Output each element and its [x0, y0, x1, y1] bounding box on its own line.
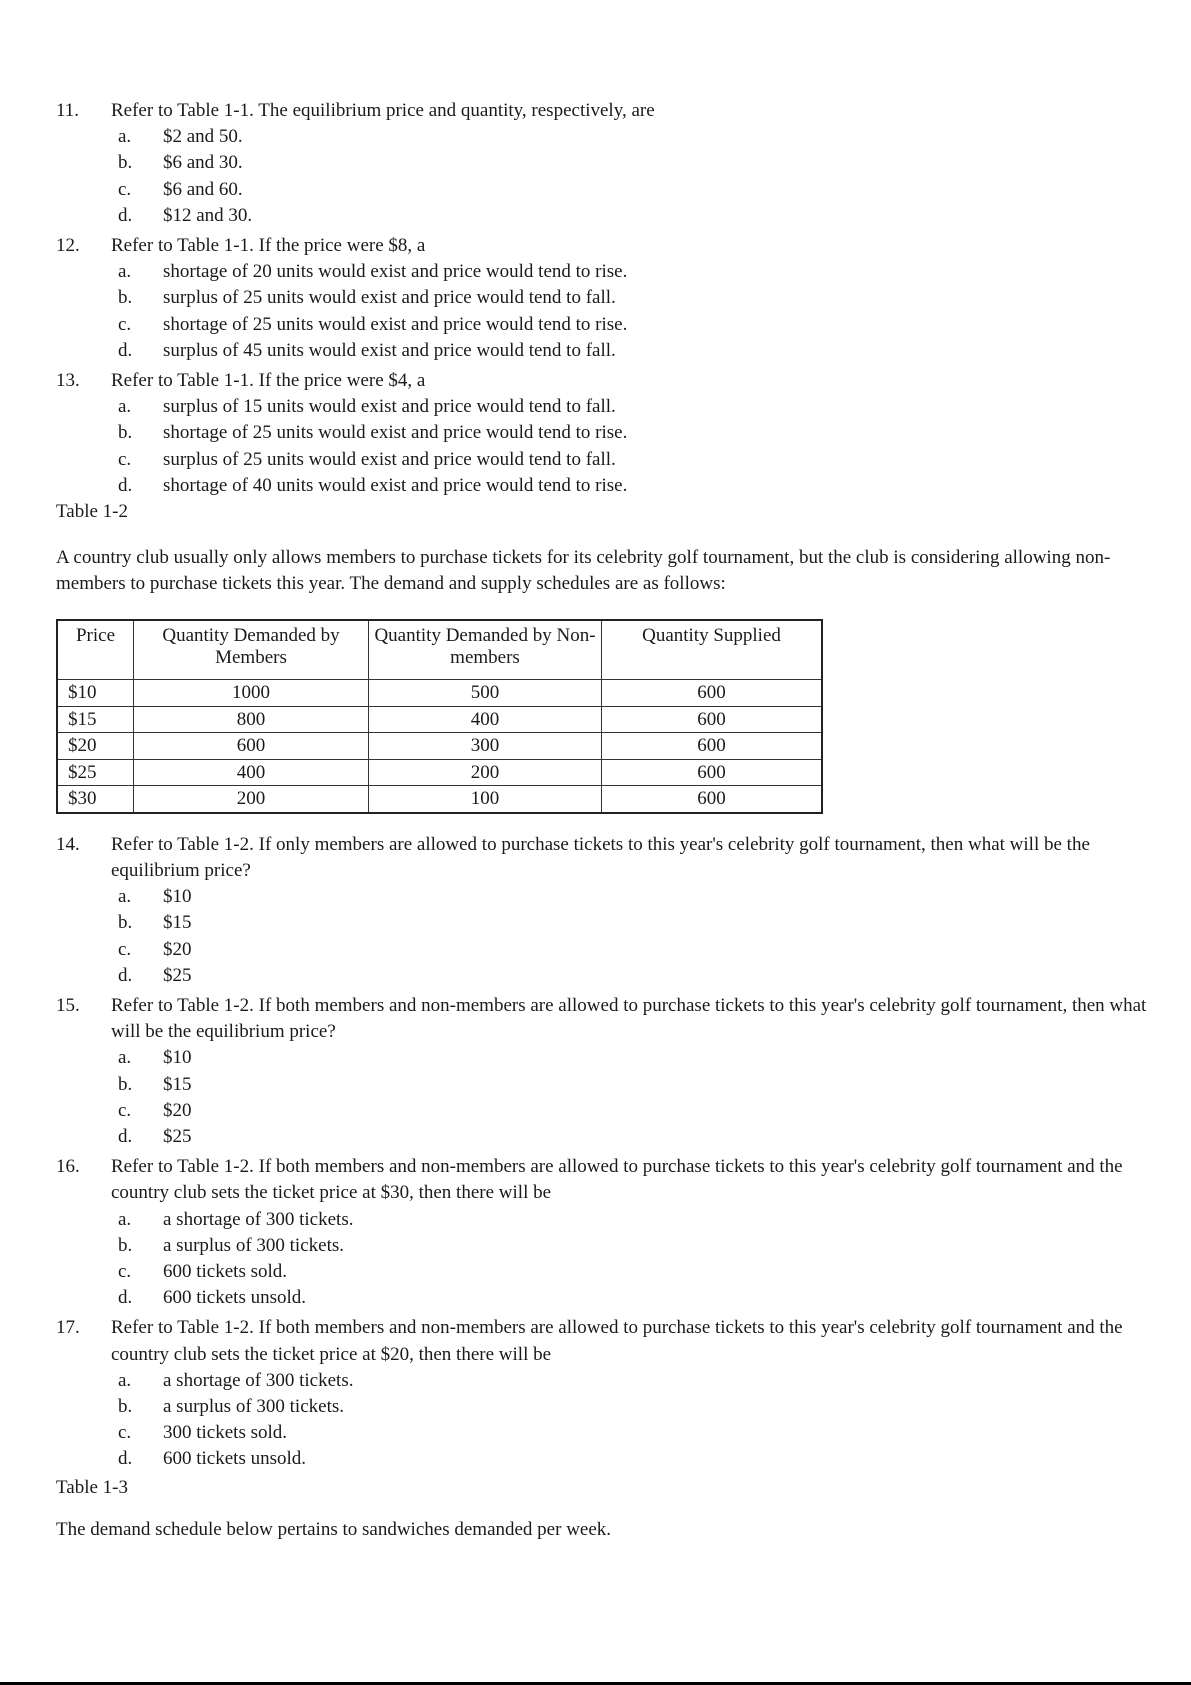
option-text: $15 — [163, 912, 192, 934]
answer-option[interactable] — [118, 285, 1171, 311]
answer-option[interactable] — [118, 1420, 1171, 1446]
table-row — [57, 733, 822, 760]
option-letter: a. — [118, 886, 132, 908]
answer-option[interactable] — [118, 1368, 1171, 1394]
answer-option[interactable] — [118, 420, 1171, 446]
answer-option[interactable] — [118, 910, 1171, 936]
option-text: $6 and 60. — [163, 178, 243, 200]
table-cell: 200 — [134, 786, 369, 813]
option-letter: d. — [118, 339, 133, 361]
table-1-3-label: Table 1-3 — [56, 1476, 129, 1498]
option-text: $20 — [163, 938, 192, 960]
option-letter: b. — [118, 1396, 133, 1418]
option-letter: d. — [118, 1125, 133, 1147]
header-qs: Quantity Supplied — [602, 620, 823, 680]
answer-option[interactable] — [118, 177, 1171, 203]
question-stem: Refer to Table 1-1. If the price were $4, a — [111, 370, 426, 392]
option-text: a surplus of 300 tickets. — [163, 1396, 345, 1418]
option-text: surplus of 25 units would exist and price would tend to fall. — [163, 287, 616, 309]
option-text: shortage of 25 units would exist and price would tend to rise. — [163, 422, 628, 444]
question-number: 15. — [56, 994, 80, 1016]
table-cell: 600 — [602, 680, 823, 707]
option-text: 300 tickets sold. — [163, 1422, 288, 1444]
question-number: 16. — [56, 1156, 80, 1178]
table-header-row — [57, 620, 822, 680]
table-cell: 400 — [369, 706, 602, 733]
answer-option[interactable] — [118, 447, 1171, 473]
option-letter: c. — [118, 938, 132, 960]
question-17 — [56, 1315, 1171, 1472]
table-row — [57, 706, 822, 733]
option-text: $6 and 30. — [163, 152, 243, 174]
option-letter: c. — [118, 1099, 132, 1121]
option-text: 600 tickets unsold. — [163, 1448, 307, 1470]
question-16 — [56, 1154, 1171, 1311]
table-cell: 800 — [134, 706, 369, 733]
answer-option[interactable] — [118, 1072, 1171, 1098]
table-cell: 100 — [369, 786, 602, 813]
option-letter: a. — [118, 1369, 132, 1391]
option-letter: c. — [118, 448, 132, 470]
option-text: a shortage of 300 tickets. — [163, 1369, 354, 1391]
questions-11-13 — [56, 98, 1171, 499]
option-letter: b. — [118, 1073, 133, 1095]
option-letter: a. — [118, 126, 132, 148]
table-1-3-intro: The demand schedule below pertains to sandwiches demanded per week. — [56, 1518, 612, 1540]
table-cell: 500 — [369, 680, 602, 707]
table-cell: $15 — [57, 706, 134, 733]
answer-option[interactable] — [118, 259, 1171, 285]
question-stem: Refer to Table 1-2. If both members and non-members are allowed to purchase tickets to this year's celebrity golf tournament, then what will be the equilibrium price? — [111, 994, 1147, 1043]
option-letter: d. — [118, 474, 133, 496]
option-letter: c. — [118, 178, 132, 200]
table-cell: 400 — [134, 759, 369, 786]
option-text: $10 — [163, 1047, 192, 1069]
question-stem: Refer to Table 1-1. If the price were $8, a — [111, 235, 426, 257]
option-letter: c. — [118, 1422, 132, 1444]
question-number: 13. — [56, 370, 80, 392]
option-letter: b. — [118, 287, 133, 309]
option-letter: a. — [118, 396, 132, 418]
option-letter: c. — [118, 1261, 132, 1282]
table-1-2 — [56, 619, 823, 814]
option-text: shortage of 40 units would exist and price would tend to rise. — [163, 474, 628, 496]
option-letter: a. — [118, 1047, 132, 1069]
answer-option[interactable] — [118, 338, 1171, 364]
question-stem: Refer to Table 1-1. The equilibrium price and quantity, respectively, are — [111, 100, 655, 121]
answer-option[interactable] — [118, 1233, 1171, 1259]
table-row — [57, 680, 822, 707]
table-cell: 200 — [369, 759, 602, 786]
option-text: 600 tickets sold. — [163, 1261, 288, 1282]
option-text: $12 and 30. — [163, 204, 253, 226]
option-text: shortage of 20 units would exist and price would tend to rise. — [163, 261, 628, 283]
answer-option[interactable] — [118, 312, 1171, 338]
option-text: surplus of 15 units would exist and price would tend to fall. — [163, 396, 616, 418]
option-letter: d. — [118, 1448, 133, 1470]
question-number: 11. — [56, 100, 80, 121]
question-number: 12. — [56, 235, 80, 257]
option-text: $2 and 50. — [163, 126, 243, 148]
question-11 — [56, 98, 1171, 229]
table-cell: 600 — [134, 733, 369, 760]
table-cell: 600 — [602, 759, 823, 786]
table-cell: $10 — [57, 680, 134, 707]
header-qd-members: Quantity Demanded by Members — [134, 620, 369, 680]
option-letter: d. — [118, 204, 133, 226]
table-cell: 300 — [369, 733, 602, 760]
option-letter: b. — [118, 422, 133, 444]
option-letter: b. — [118, 1234, 133, 1256]
answer-option[interactable] — [118, 1446, 1171, 1472]
answer-option[interactable] — [118, 124, 1171, 150]
question-number: 14. — [56, 833, 80, 855]
option-letter: c. — [118, 313, 132, 335]
answer-option[interactable] — [118, 150, 1171, 176]
table-cell: 600 — [602, 706, 823, 733]
table-cell: 600 — [602, 786, 823, 813]
answer-option[interactable] — [118, 473, 1171, 499]
answer-option[interactable] — [118, 394, 1171, 420]
question-number: 17. — [56, 1317, 80, 1339]
questions-14-17 — [56, 832, 1171, 1473]
table-1-2-label: Table 1-2 — [56, 501, 129, 523]
answer-option[interactable] — [118, 1394, 1171, 1420]
table-cell: $25 — [57, 759, 134, 786]
answer-option[interactable] — [118, 1098, 1171, 1124]
answer-option[interactable] — [118, 1285, 1171, 1311]
answer-option[interactable] — [118, 937, 1171, 963]
answer-option[interactable] — [118, 1207, 1171, 1233]
option-letter: a. — [118, 261, 132, 283]
answer-option[interactable] — [118, 1124, 1171, 1150]
option-text: a shortage of 300 tickets. — [163, 1208, 354, 1230]
question-13 — [56, 368, 1171, 499]
table-cell: 600 — [602, 733, 823, 760]
option-text: shortage of 25 units would exist and price would tend to rise. — [163, 313, 628, 335]
header-qd-nonmembers: Quantity Demanded by Non-members — [369, 620, 602, 680]
option-text: $25 — [163, 964, 192, 986]
question-12 — [56, 233, 1171, 364]
question-stem: Refer to Table 1-2. If both members and non-members are allowed to purchase tickets to this year's celebrity golf tournament and the country club sets the ticket price at $30, then there will be — [111, 1156, 1123, 1204]
option-text: 600 tickets unsold. — [163, 1287, 307, 1309]
option-text: $15 — [163, 1073, 192, 1095]
table-row — [57, 786, 822, 813]
question-15 — [56, 993, 1171, 1150]
option-text: $10 — [163, 886, 192, 908]
table-cell: $30 — [57, 786, 134, 813]
option-text: a surplus of 300 tickets. — [163, 1234, 345, 1256]
option-text: $20 — [163, 1099, 192, 1121]
question-stem: Refer to Table 1-2. If only members are allowed to purchase tickets to this year's celebrity golf tournament, then what will be the equilibrium price? — [111, 833, 1090, 881]
option-letter: b. — [118, 152, 133, 174]
option-letter: d. — [118, 1287, 133, 1309]
question-stem: Refer to Table 1-2. If both members and non-members are allowed to purchase tickets to this year's celebrity golf tournament and the country club sets the ticket price at $20, then there will be — [111, 1317, 1123, 1365]
answer-option[interactable] — [118, 203, 1171, 229]
option-text: $25 — [163, 1125, 192, 1147]
answer-option[interactable] — [118, 1259, 1171, 1285]
table-cell: 1000 — [134, 680, 369, 707]
header-price: Price — [57, 620, 134, 680]
option-letter: a. — [118, 1208, 132, 1230]
option-letter: b. — [118, 912, 133, 934]
option-letter: d. — [118, 964, 133, 986]
table-cell: $20 — [57, 733, 134, 760]
answer-option[interactable] — [118, 1045, 1171, 1071]
answer-option[interactable] — [118, 963, 1171, 989]
option-text: surplus of 45 units would exist and price would tend to fall. — [163, 339, 616, 361]
question-14 — [56, 832, 1171, 989]
answer-option[interactable] — [118, 884, 1171, 910]
table-row — [57, 759, 822, 786]
table-1-2-intro: A country club usually only allows members to purchase tickets for its celebrity golf tournament, but the club is considering allowing non-members to purchase tickets this year. The demand and supply schedules are as follows: — [56, 547, 1111, 595]
option-text: surplus of 25 units would exist and price would tend to fall. — [163, 448, 616, 470]
